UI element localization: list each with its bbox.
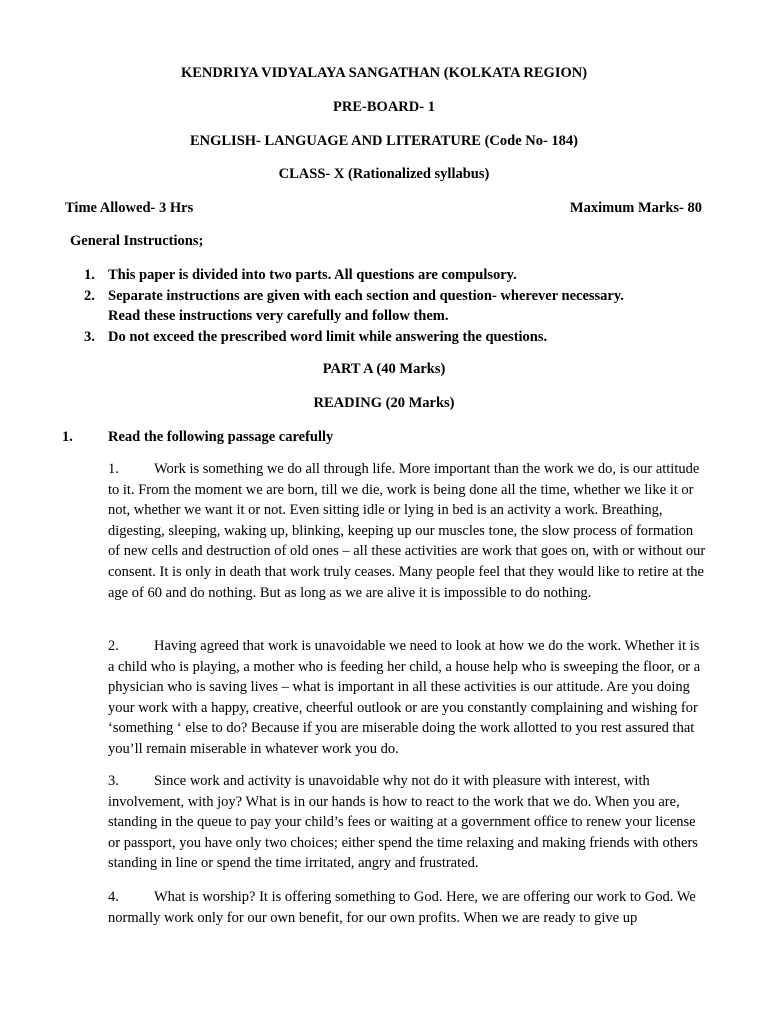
reading-heading: READING (20 Marks) bbox=[313, 395, 455, 411]
passage-paragraph bbox=[108, 459, 706, 603]
passage-paragraph bbox=[108, 636, 706, 760]
paragraph-number: 4. bbox=[108, 889, 119, 905]
instruction-text: Do not exceed the prescribed word limit while answering the questions. bbox=[108, 328, 548, 345]
instruction-item bbox=[84, 327, 724, 348]
paragraph-number: 1. bbox=[108, 461, 119, 477]
instructions-heading: General Instructions; bbox=[70, 233, 204, 249]
question-number: 1. bbox=[62, 429, 73, 445]
organization-title: KENDRIYA VIDYALAYA SANGATHAN (KOLKATA REGION) bbox=[180, 65, 588, 81]
question-prompt: Read the following passage carefully bbox=[108, 429, 334, 445]
instruction-number: 3. bbox=[84, 328, 95, 345]
exam-title: PRE-BOARD- 1 bbox=[333, 99, 435, 115]
instruction-text: This paper is divided into two parts. All questions are compulsory. bbox=[108, 267, 517, 283]
time-allowed: Time Allowed- 3 Hrs bbox=[65, 200, 194, 216]
paragraph-number: 2. bbox=[108, 638, 119, 654]
paragraph-number: 3. bbox=[108, 773, 119, 789]
paragraph-text: Work is something we do all through life. More important than the work we do, is our attitude to it. From the moment we are born, till we die, work is being done all the time, whether we like it or not, whether we want it or not. Even sitting idle or lying in bed is an activity a work. Breathing, digesting, sleeping, waking up, blinking, keeping up our muscles tone, the slow process of formation of new cells and destruction of old ones – all these activities are work that goes on, with or without our consent. It is only in death that work truly ceases. Many people feel that they would like to retire at the age of 60 and do nothing. But as long as we are alive it is impossible to do nothing. bbox=[108, 461, 706, 601]
paragraph-text: Since work and activity is unavoidable why not do it with pleasure with interest, with involvement, with joy? What is in our hands is how to react to the work that we do. When you are, standing in the queue to pay your child’s fees or waiting at a government office to renew your license or passport, you have only two choices; either spend the time relaxing and making friends with others standing in line or spend the time irritated, angry and frustrated. bbox=[108, 773, 698, 872]
paragraph-text: Having agreed that work is unavoidable we need to look at how we do the work. Whether it is a child who is playing, a mother who is feeding her child, a house help who is sweeping the floor, or a physician who is saving lives – what is important in all these activities is our attitude. Are you doing your work with a happy, creative, cheerful outlook or are you constantly complaining and wishing for ‘something ‘ else to do? Because if you are miserable doing the work allotted to you rest assured that you’ll remain miserable in whatever work you do. bbox=[108, 638, 701, 757]
instruction-number: 2. bbox=[84, 287, 95, 304]
maximum-marks: Maximum Marks- 80 bbox=[569, 200, 702, 216]
class-title: CLASS- X (Rationalized syllabus) bbox=[278, 166, 490, 182]
subject-title: ENGLISH- LANGUAGE AND LITERATURE (Code No- 184) bbox=[189, 133, 579, 149]
paragraph-text: What is worship? It is offering something to God. Here, we are offering our work to God. We normally work only for our own benefit, for our own profits. When we are ready to give up bbox=[108, 889, 696, 926]
part-a-heading: PART A (40 Marks) bbox=[322, 361, 446, 377]
instruction-number: 1. bbox=[84, 267, 95, 283]
instructions-list bbox=[84, 265, 724, 347]
instruction-item bbox=[84, 286, 724, 327]
instruction-item bbox=[84, 265, 724, 286]
passage-paragraph bbox=[108, 771, 706, 874]
instruction-text-continued: Read these instructions very carefully and follow them. bbox=[108, 308, 449, 324]
passage-paragraph bbox=[108, 887, 706, 928]
instruction-text: Separate instructions are given with each section and question- wherever necessary. bbox=[108, 287, 624, 304]
